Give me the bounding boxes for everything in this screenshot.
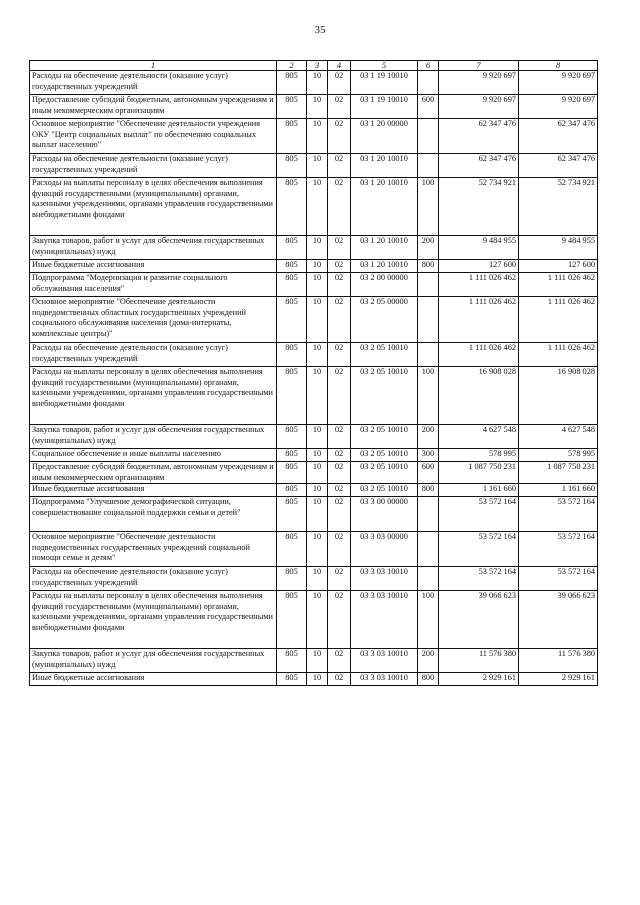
row-expense-type: 800 bbox=[418, 484, 439, 497]
row-amount-1: 578 995 bbox=[439, 449, 519, 462]
row-target-code: 03 2 05 10010 bbox=[351, 484, 418, 497]
row-target-code: 03 2 05 10010 bbox=[351, 343, 418, 367]
row-target-code: 03 1 20 00000 bbox=[351, 119, 418, 154]
row-target-code: 03 3 03 10010 bbox=[351, 649, 418, 673]
table-row bbox=[30, 71, 598, 95]
row-amount-2: 11 576 380 bbox=[519, 649, 598, 673]
row-target-code: 03 3 03 00000 bbox=[351, 532, 418, 567]
row-name: Основное мероприятие "Обеспечение деятельности подведомственных государственных учреждений социальной помощи семье и детям" bbox=[30, 532, 277, 567]
row-target-code: 03 2 05 10010 bbox=[351, 462, 418, 484]
row-section: 10 bbox=[307, 567, 328, 591]
row-ved: 805 bbox=[277, 449, 307, 462]
row-ved: 805 bbox=[277, 367, 307, 425]
row-subsection: 02 bbox=[328, 449, 351, 462]
row-ved: 805 bbox=[277, 343, 307, 367]
row-subsection: 02 bbox=[328, 343, 351, 367]
row-amount-2: 9 484 955 bbox=[519, 236, 598, 260]
row-target-code: 03 2 05 10010 bbox=[351, 425, 418, 449]
row-section: 10 bbox=[307, 367, 328, 425]
row-target-code: 03 1 20 10010 bbox=[351, 154, 418, 178]
row-section: 10 bbox=[307, 71, 328, 95]
row-amount-2: 1 111 026 462 bbox=[519, 343, 598, 367]
table-row bbox=[30, 484, 598, 497]
row-subsection: 02 bbox=[328, 591, 351, 649]
header-col-4: 4 bbox=[328, 61, 351, 71]
row-subsection: 02 bbox=[328, 273, 351, 297]
row-ved: 805 bbox=[277, 462, 307, 484]
row-target-code: 03 1 19 10010 bbox=[351, 71, 418, 95]
row-subsection: 02 bbox=[328, 260, 351, 273]
row-section: 10 bbox=[307, 449, 328, 462]
row-name: Закупка товаров, работ и услуг для обеспечения государственных (муниципальных) нужд bbox=[30, 425, 277, 449]
row-amount-1: 52 734 921 bbox=[439, 178, 519, 236]
row-name: Расходы на обеспечение деятельности (оказание услуг) государственных учреждений bbox=[30, 154, 277, 178]
row-section: 10 bbox=[307, 591, 328, 649]
row-section: 10 bbox=[307, 497, 328, 532]
row-name: Иные бюджетные ассигнования bbox=[30, 260, 277, 273]
table-row bbox=[30, 119, 598, 154]
row-name: Расходы на обеспечение деятельности (оказание услуг) государственных учреждений bbox=[30, 343, 277, 367]
row-expense-type bbox=[418, 567, 439, 591]
row-amount-1: 9 920 697 bbox=[439, 71, 519, 95]
table-header-row bbox=[30, 61, 598, 71]
row-amount-1: 9 484 955 bbox=[439, 236, 519, 260]
row-expense-type bbox=[418, 119, 439, 154]
row-section: 10 bbox=[307, 154, 328, 178]
row-section: 10 bbox=[307, 297, 328, 343]
row-section: 10 bbox=[307, 532, 328, 567]
row-target-code: 03 1 20 10010 bbox=[351, 260, 418, 273]
row-ved: 805 bbox=[277, 154, 307, 178]
row-amount-1: 62 347 476 bbox=[439, 154, 519, 178]
header-col-3: 3 bbox=[307, 61, 328, 71]
row-expense-type: 100 bbox=[418, 591, 439, 649]
row-target-code: 03 2 05 10010 bbox=[351, 367, 418, 425]
row-amount-1: 2 929 161 bbox=[439, 673, 519, 686]
row-ved: 805 bbox=[277, 532, 307, 567]
row-subsection: 02 bbox=[328, 484, 351, 497]
row-amount-2: 53 572 164 bbox=[519, 532, 598, 567]
row-ved: 805 bbox=[277, 425, 307, 449]
row-subsection: 02 bbox=[328, 236, 351, 260]
row-ved: 805 bbox=[277, 273, 307, 297]
row-amount-1: 39 066 623 bbox=[439, 591, 519, 649]
row-amount-1: 62 347 476 bbox=[439, 119, 519, 154]
page-number: 35 bbox=[314, 24, 326, 36]
row-expense-type: 800 bbox=[418, 260, 439, 273]
row-amount-1: 9 920 697 bbox=[439, 95, 519, 119]
budget-table bbox=[29, 60, 598, 686]
row-name: Подпрограмма "Модернизация и развитие социального обслуживания населения" bbox=[30, 273, 277, 297]
row-target-code: 03 1 20 10010 bbox=[351, 178, 418, 236]
table-row bbox=[30, 154, 598, 178]
row-section: 10 bbox=[307, 673, 328, 686]
row-amount-1: 53 572 164 bbox=[439, 567, 519, 591]
header-col-1: 1 bbox=[30, 61, 277, 71]
row-expense-type bbox=[418, 297, 439, 343]
row-section: 10 bbox=[307, 95, 328, 119]
row-amount-1: 1 111 026 462 bbox=[439, 297, 519, 343]
row-amount-1: 53 572 164 bbox=[439, 532, 519, 567]
row-target-code: 03 3 00 00000 bbox=[351, 497, 418, 532]
row-ved: 805 bbox=[277, 260, 307, 273]
row-amount-2: 9 920 697 bbox=[519, 71, 598, 95]
row-expense-type bbox=[418, 532, 439, 567]
row-ved: 805 bbox=[277, 119, 307, 154]
header-col-8: 8 bbox=[519, 61, 598, 71]
row-target-code: 03 1 19 10010 bbox=[351, 95, 418, 119]
row-expense-type bbox=[418, 273, 439, 297]
row-amount-2: 62 347 476 bbox=[519, 154, 598, 178]
row-amount-2: 1 111 026 462 bbox=[519, 297, 598, 343]
row-ved: 805 bbox=[277, 297, 307, 343]
row-target-code: 03 3 03 10010 bbox=[351, 591, 418, 649]
row-amount-1: 1 161 660 bbox=[439, 484, 519, 497]
row-name: Основное мероприятие "Обеспечение деятельности подведомственных областных государственных учреждений социального обслуживания населения (дома-интернаты, комплексные центры)" bbox=[30, 297, 277, 343]
row-subsection: 02 bbox=[328, 532, 351, 567]
row-amount-2: 52 734 921 bbox=[519, 178, 598, 236]
row-name: Предоставление субсидий бюджетным, автономным учреждениям и иным некоммерческим организациям bbox=[30, 462, 277, 484]
header-col-5: 5 bbox=[351, 61, 418, 71]
row-subsection: 02 bbox=[328, 673, 351, 686]
table-row bbox=[30, 567, 598, 591]
table-row bbox=[30, 425, 598, 449]
row-amount-2: 1 161 660 bbox=[519, 484, 598, 497]
row-ved: 805 bbox=[277, 71, 307, 95]
table-row bbox=[30, 532, 598, 567]
row-amount-1: 4 627 548 bbox=[439, 425, 519, 449]
header-col-6: 6 bbox=[418, 61, 439, 71]
row-subsection: 02 bbox=[328, 178, 351, 236]
row-name: Расходы на выплаты персоналу в целях обеспечения выполнения функций государственными (муниципальными) органами, казенными учреждениями, органами управления государственными внебюджетными фондами bbox=[30, 178, 277, 236]
table-row bbox=[30, 449, 598, 462]
row-subsection: 02 bbox=[328, 425, 351, 449]
row-name: Социальное обеспечение и иные выплаты населению bbox=[30, 449, 277, 462]
row-target-code: 03 3 03 10010 bbox=[351, 673, 418, 686]
row-ved: 805 bbox=[277, 236, 307, 260]
row-expense-type: 800 bbox=[418, 673, 439, 686]
row-amount-1: 16 908 028 bbox=[439, 367, 519, 425]
table-body bbox=[30, 71, 598, 686]
row-subsection: 02 bbox=[328, 297, 351, 343]
row-amount-1: 1 087 750 231 bbox=[439, 462, 519, 484]
row-expense-type: 100 bbox=[418, 178, 439, 236]
row-amount-2: 1 111 026 462 bbox=[519, 273, 598, 297]
row-section: 10 bbox=[307, 649, 328, 673]
row-name: Подпрограмма "Улучшение демографической ситуации, совершенствование социальной поддержки семьи и детей" bbox=[30, 497, 277, 532]
row-expense-type: 600 bbox=[418, 95, 439, 119]
row-name: Расходы на обеспечение деятельности (оказание услуг) государственных учреждений bbox=[30, 567, 277, 591]
row-expense-type bbox=[418, 497, 439, 532]
row-name: Предоставление субсидий бюджетным, автономным учреждениям и иным некоммерческим организациям bbox=[30, 95, 277, 119]
row-section: 10 bbox=[307, 236, 328, 260]
row-amount-2: 62 347 476 bbox=[519, 119, 598, 154]
table-row bbox=[30, 367, 598, 425]
row-subsection: 02 bbox=[328, 462, 351, 484]
row-target-code: 03 2 05 10010 bbox=[351, 449, 418, 462]
table-row bbox=[30, 95, 598, 119]
row-amount-2: 2 929 161 bbox=[519, 673, 598, 686]
row-section: 10 bbox=[307, 343, 328, 367]
row-expense-type bbox=[418, 154, 439, 178]
row-amount-2: 16 908 028 bbox=[519, 367, 598, 425]
row-amount-2: 39 066 623 bbox=[519, 591, 598, 649]
row-section: 10 bbox=[307, 462, 328, 484]
row-section: 10 bbox=[307, 425, 328, 449]
row-expense-type: 300 bbox=[418, 449, 439, 462]
row-amount-2: 53 572 164 bbox=[519, 497, 598, 532]
row-name: Иные бюджетные ассигнования bbox=[30, 673, 277, 686]
row-ved: 805 bbox=[277, 649, 307, 673]
row-expense-type: 100 bbox=[418, 367, 439, 425]
row-amount-1: 127 600 bbox=[439, 260, 519, 273]
row-amount-1: 1 111 026 462 bbox=[439, 273, 519, 297]
row-target-code: 03 2 05 00000 bbox=[351, 297, 418, 343]
table-row bbox=[30, 343, 598, 367]
table-row bbox=[30, 273, 598, 297]
row-section: 10 bbox=[307, 260, 328, 273]
table-row bbox=[30, 649, 598, 673]
header-col-2: 2 bbox=[277, 61, 307, 71]
row-amount-2: 578 995 bbox=[519, 449, 598, 462]
row-ved: 805 bbox=[277, 178, 307, 236]
row-amount-1: 1 111 026 462 bbox=[439, 343, 519, 367]
row-ved: 805 bbox=[277, 497, 307, 532]
row-subsection: 02 bbox=[328, 95, 351, 119]
table-row bbox=[30, 462, 598, 484]
table-row bbox=[30, 497, 598, 532]
table-row bbox=[30, 297, 598, 343]
table-row bbox=[30, 260, 598, 273]
row-target-code: 03 3 03 10010 bbox=[351, 567, 418, 591]
row-target-code: 03 2 00 00000 bbox=[351, 273, 418, 297]
row-subsection: 02 bbox=[328, 649, 351, 673]
table-row bbox=[30, 236, 598, 260]
row-ved: 805 bbox=[277, 95, 307, 119]
row-subsection: 02 bbox=[328, 567, 351, 591]
row-subsection: 02 bbox=[328, 119, 351, 154]
row-name: Закупка товаров, работ и услуг для обеспечения государственных (муниципальных) нужд bbox=[30, 236, 277, 260]
table-row bbox=[30, 673, 598, 686]
row-name: Закупка товаров, работ и услуг для обеспечения государственных (муниципальных) нужд bbox=[30, 649, 277, 673]
row-target-code: 03 1 20 10010 bbox=[351, 236, 418, 260]
row-amount-2: 53 572 164 bbox=[519, 567, 598, 591]
row-amount-2: 127 600 bbox=[519, 260, 598, 273]
row-name: Расходы на выплаты персоналу в целях обеспечения выполнения функций государственными (муниципальными) органами, казенными учреждениями, органами управления государственными внебюджетными фондами bbox=[30, 591, 277, 649]
row-name: Расходы на выплаты персоналу в целях обеспечения выполнения функций государственными (муниципальными) органами, казенными учреждениями, органами управления государственными внебюджетными фондами bbox=[30, 367, 277, 425]
row-ved: 805 bbox=[277, 484, 307, 497]
row-amount-1: 11 576 380 bbox=[439, 649, 519, 673]
row-subsection: 02 bbox=[328, 367, 351, 425]
row-amount-1: 53 572 164 bbox=[439, 497, 519, 532]
row-ved: 805 bbox=[277, 673, 307, 686]
row-expense-type bbox=[418, 343, 439, 367]
row-subsection: 02 bbox=[328, 497, 351, 532]
row-ved: 805 bbox=[277, 567, 307, 591]
row-name: Иные бюджетные ассигнования bbox=[30, 484, 277, 497]
row-expense-type: 600 bbox=[418, 462, 439, 484]
table-row bbox=[30, 178, 598, 236]
row-section: 10 bbox=[307, 484, 328, 497]
row-amount-2: 4 627 548 bbox=[519, 425, 598, 449]
row-subsection: 02 bbox=[328, 154, 351, 178]
row-name: Основное мероприятие "Обеспечение деятельности учреждения ОКУ "Центр социальных выплат" по обеспечению социальных выплат населению" bbox=[30, 119, 277, 154]
row-expense-type: 200 bbox=[418, 649, 439, 673]
row-expense-type: 200 bbox=[418, 236, 439, 260]
row-amount-2: 1 087 750 231 bbox=[519, 462, 598, 484]
row-ved: 805 bbox=[277, 591, 307, 649]
row-section: 10 bbox=[307, 273, 328, 297]
row-expense-type: 200 bbox=[418, 425, 439, 449]
header-col-7: 7 bbox=[439, 61, 519, 71]
row-expense-type bbox=[418, 71, 439, 95]
row-amount-2: 9 920 697 bbox=[519, 95, 598, 119]
row-subsection: 02 bbox=[328, 71, 351, 95]
row-section: 10 bbox=[307, 178, 328, 236]
row-section: 10 bbox=[307, 119, 328, 154]
row-name: Расходы на обеспечение деятельности (оказание услуг) государственных учреждений bbox=[30, 71, 277, 95]
table-row bbox=[30, 591, 598, 649]
